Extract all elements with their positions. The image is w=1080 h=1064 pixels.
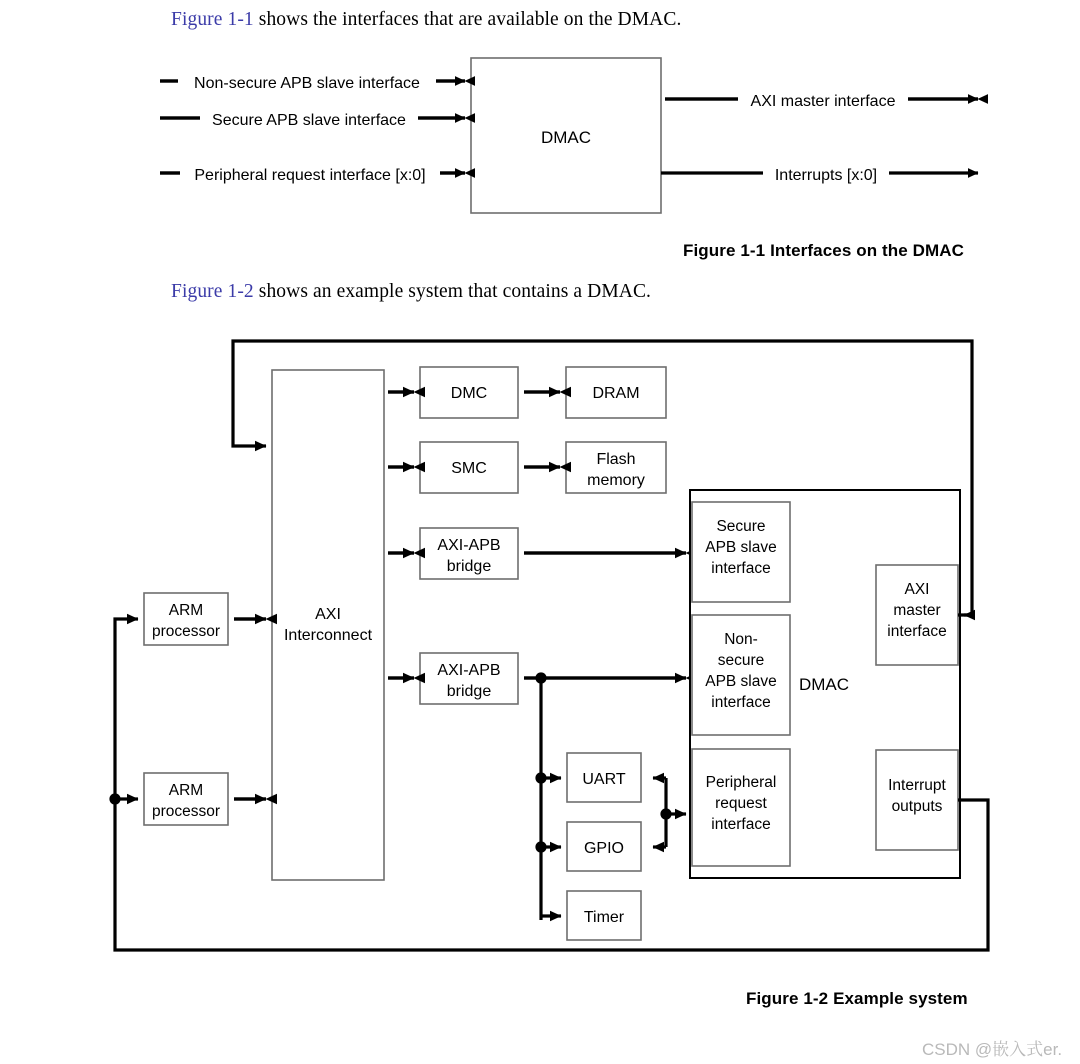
dmc-label: DMC [450, 385, 488, 402]
junction-dot-uart [535, 772, 546, 783]
dmac-axi-master-line2: master [893, 602, 941, 619]
figure-1-1-diagram [140, 52, 1000, 232]
dmac-interrupt-outputs-line1: Interrupt [888, 777, 946, 794]
timer-label: Timer [583, 909, 625, 926]
figure-1-1-link[interactable]: Figure 1-1 [171, 9, 254, 30]
paragraph-figure1-ref [171, 9, 681, 31]
dmac-peripheral-request-line1: Peripheral [705, 774, 777, 791]
dmac-nonsecure-apb-slave-line1: Non- [724, 631, 758, 648]
figure-1-2-diagram [100, 325, 1000, 970]
arm-processor-2-line1: ARM [168, 782, 204, 799]
axi-interconnect-box [272, 370, 384, 880]
junction-dot-interrupt [109, 793, 120, 804]
axi-apb-bridge-1-label-line1: AXI-APB [437, 537, 501, 554]
arm-processor-1-line2: processor [151, 623, 221, 640]
signal-secure-apb-label: Secure APB slave interface [212, 112, 406, 129]
signal-peripheral-request-label: Peripheral request interface [x:0] [194, 167, 426, 184]
axi-apb-bridge-1-label-line2: bridge [446, 558, 492, 575]
arm-processor-1-line1: ARM [168, 602, 204, 619]
figure-1-1-caption: Figure 1-1 Interfaces on the DMAC [683, 241, 965, 260]
dmac-nonsecure-apb-slave-line3: APB slave [705, 673, 777, 690]
dmac-box-label: DMAC [540, 128, 592, 147]
signal-secure-apb [160, 107, 465, 129]
signal-non-secure-apb-label: Non-secure APB slave interface [194, 75, 420, 92]
signal-axi-master [665, 88, 978, 110]
figure-1-2-link[interactable]: Figure 1-2 [171, 281, 254, 302]
dmac-block-label: DMAC [798, 675, 850, 694]
paragraph-figure2-ref [171, 281, 651, 303]
dmac-nonsecure-apb-slave-line2: secure [717, 652, 765, 669]
figure-1-2-caption: Figure 1-2 Example system [746, 989, 968, 1008]
dram-label: DRAM [592, 385, 640, 402]
dmac-secure-apb-slave-line3: interface [711, 560, 771, 577]
gpio-label: GPIO [583, 840, 625, 857]
paragraph-1-text: shows the interfaces that are available on the DMAC. [253, 9, 682, 30]
csdn-watermark: CSDN @嵌入式er. [922, 1040, 1063, 1059]
flash-memory-label-line2: memory [587, 472, 645, 489]
signal-non-secure-apb [160, 70, 465, 92]
dmac-interrupt-outputs-line2: outputs [891, 798, 943, 815]
dmac-secure-apb-slave-line1: Secure [716, 518, 766, 535]
dmac-axi-master-line1: AXI [904, 581, 930, 598]
smc-label: SMC [451, 460, 487, 477]
axi-apb-bridge-2-label-line1: AXI-APB [437, 662, 501, 679]
axi-interconnect-label-line2: Interconnect [283, 627, 373, 644]
dmac-peripheral-request-line3: interface [711, 816, 771, 833]
signal-interrupts-label: Interrupts [x:0] [774, 167, 878, 184]
flash-memory-label-line1: Flash [596, 451, 636, 468]
dmac-nonsecure-apb-slave-line4: interface [711, 694, 771, 711]
signal-peripheral-request [160, 162, 465, 184]
signal-interrupts [661, 162, 978, 184]
axi-apb-bridge-2-label-line2: bridge [446, 683, 492, 700]
junction-dot-apb-trunk [535, 672, 546, 683]
dmac-axi-master-line3: interface [887, 623, 947, 640]
dmac-peripheral-request-line2: request [715, 795, 767, 812]
paragraph-2-text: shows an example system that contains a DMAC. [253, 281, 652, 302]
apb-peripheral-bus [535, 672, 561, 920]
axi-interconnect-label-line1: AXI [315, 606, 341, 623]
arm-processor-2-line2: processor [151, 803, 221, 820]
wire-peripheral-request-bus [653, 778, 686, 847]
dmac-secure-apb-slave-line2: APB slave [705, 539, 777, 556]
uart-label: UART [582, 771, 626, 788]
signal-axi-master-label: AXI master interface [750, 93, 896, 110]
junction-dot-gpio [535, 841, 546, 852]
